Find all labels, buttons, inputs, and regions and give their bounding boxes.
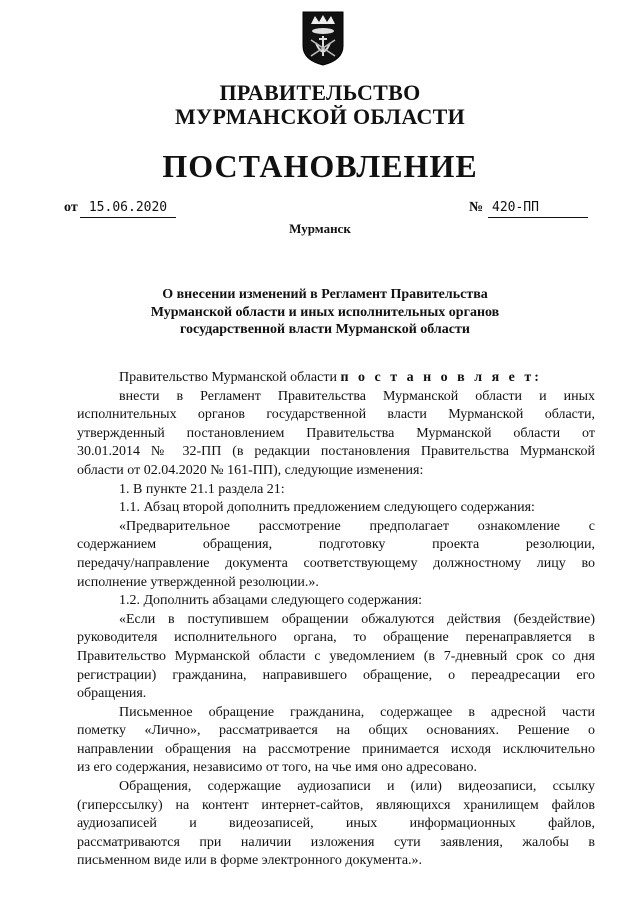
- preamble-line: [77, 369, 595, 388]
- body-line: письменном виде или в форме электронного документа.».: [77, 853, 423, 869]
- subject-line: Мурманской области и иных исполнительных органов: [150, 304, 500, 320]
- body-line: руководителя исполнительного органа, то обращение перенаправляется в: [77, 630, 595, 646]
- document-type-title: ПОСТАНОВЛЕНИЕ: [162, 148, 478, 184]
- body-line: 1.2. Дополнить абзацами следующего содержания:: [119, 593, 423, 609]
- date-label: от: [64, 200, 78, 215]
- document-subject: [100, 286, 550, 339]
- org-name-line2: МУРМАНСКОЙ ОБЛАСТИ: [174, 104, 466, 129]
- body-line: из его содержания, независимо от того, на чье имя оно адресовано.: [77, 760, 478, 776]
- body-line: исполнение утвержденной резолюции.».: [77, 574, 319, 590]
- body-line: направлении обращения на рассмотрение принимается исходя исключительно: [77, 741, 595, 757]
- body-line: Обращения, содержащие аудиозаписи и (или) видеозаписи, ссылку: [119, 779, 595, 795]
- document-date: 15.06.2020: [80, 199, 176, 218]
- body-line: «Предварительное рассмотрение предполагает ознакомление с: [119, 518, 595, 534]
- body-line: 1. В пункте 21.1 раздела 21:: [119, 481, 285, 497]
- number-label: №: [469, 200, 484, 215]
- subject-line: О внесении изменений в Регламент Правительства: [162, 287, 488, 302]
- body-line: области от 02.04.2020 № 161-ПП), следующие изменения:: [77, 462, 424, 478]
- murmansk-coat-of-arms-icon: [301, 10, 345, 66]
- body-line: регистрации) гражданина, направившего обращение, о переадресации его: [77, 667, 595, 683]
- body-line: содержанием обращения, подготовку проекта резолюции,: [77, 537, 595, 553]
- body-line: аудиозаписей и видеозаписей, иных информационных файлов,: [77, 816, 595, 832]
- subject-line: государственной власти Мурманской области: [180, 322, 470, 337]
- body-line: обращения.: [77, 686, 147, 702]
- body-line: утвержденный постановлением Правительства Мурманской области от: [77, 425, 595, 441]
- body-line: рассматриваются при наличии изложения сути заявления, жалобы в: [77, 834, 595, 850]
- body-line: (гиперссылку) на контент интернет-сайтов, являющихся хранилищем файлов: [77, 797, 595, 813]
- body-line: передачу/направление документа соответствующему должностному лицу во: [77, 555, 595, 571]
- body-line: «Если в поступившем обращении обжалуются действия (бездействие): [119, 611, 595, 627]
- document-body: [77, 369, 595, 871]
- body-line: 30.01.2014 № 32-ПП (в редакции постановления Правительства Мурманской: [77, 444, 595, 460]
- decree-word: п о с т а н о в л я е т:: [340, 370, 542, 385]
- preamble-text: Правительство Мурманской области: [119, 370, 341, 385]
- body-line: 1.1. Абзац второй дополнить предложением следующего содержания:: [119, 500, 535, 516]
- body-line: пометку «Лично», рассматривается на общих основаниях. Решение о: [77, 723, 595, 739]
- document-number: 420-ПП: [488, 199, 588, 218]
- body-line: Правительство Мурманской области с уведомлением (в 7-дневный срок со дня: [77, 648, 595, 664]
- body-line: исполнительных органов государственной власти Мурманской области,: [77, 407, 595, 423]
- city-name: Мурманск: [289, 221, 351, 236]
- body-line: Письменное обращение гражданина, содержащее в адресной части: [119, 704, 595, 720]
- org-name-line1: ПРАВИТЕЛЬСТВО: [219, 80, 421, 105]
- body-line: внести в Регламент Правительства Мурманской области и иных: [119, 388, 595, 404]
